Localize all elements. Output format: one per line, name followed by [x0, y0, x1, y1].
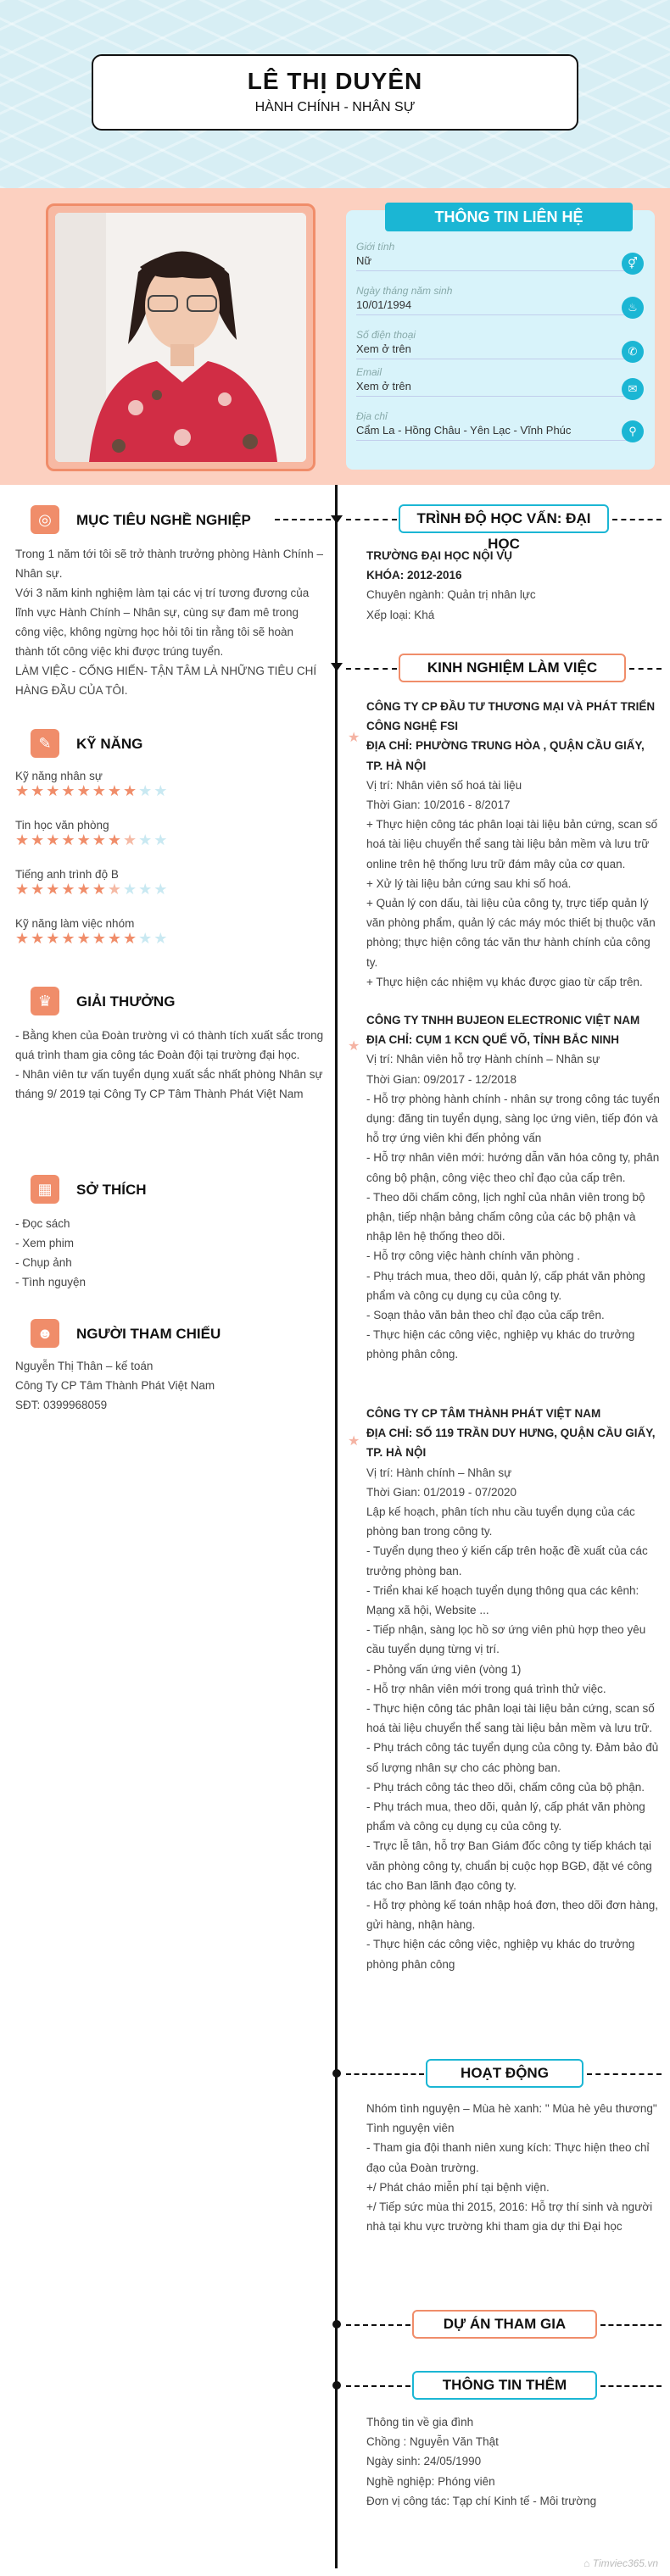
hobbies-icon: ▦: [31, 1175, 59, 1204]
section-title-activities: HOẠT ĐỘNG: [426, 2059, 583, 2088]
star-empty-icon: ★: [122, 881, 139, 898]
divider: [356, 270, 636, 271]
contact-email: [356, 366, 636, 397]
star-filled-icon: ★: [15, 881, 31, 898]
star-filled-icon: ★: [61, 930, 77, 947]
job-line: - Hỗ trợ công việc hành chính văn phòng .: [366, 1249, 581, 1263]
star-empty-icon: ★: [154, 832, 170, 848]
job-line: Lập kế hoạch, phân tích nhu cầu tuyển dụng của các phòng ban trong công ty.: [366, 1505, 635, 1538]
awards-text: [15, 1026, 324, 1104]
additional-text: [366, 2412, 660, 2511]
section-title-additional: THÔNG TIN THÊM: [412, 2371, 597, 2400]
star-filled-icon: ★: [122, 832, 139, 848]
section-title-objective: MỤC TIÊU NGHỀ NGHIỆP: [76, 512, 251, 528]
watermark-text: Timviec365.vn: [592, 2557, 658, 2569]
star-filled-icon: ★: [31, 782, 47, 799]
birthday-cake-icon: ♨: [622, 297, 644, 319]
reference-line: SĐT: 0399968059: [15, 1399, 108, 1411]
job-line: + Thực hiện công tác phân loại tài liệu bản cứng, scan số hoá tài liệu chuyển thể sang tài liệu bản mềm và lưu trữ online trên hệ thống lưu trữ đám mây của cơ quan.: [366, 818, 658, 871]
additional-line: Đơn vị công tác: Tạp chí Kinh tế - Môi trường: [366, 2494, 597, 2507]
section-title-awards: GIẢI THƯỞNG: [76, 993, 176, 1010]
star-filled-icon: ★: [31, 881, 47, 898]
connector-dash: [587, 2073, 662, 2075]
star-filled-icon: ★: [76, 930, 92, 947]
connector-dash: [346, 668, 397, 670]
hobby-line: - Đọc sách: [15, 1217, 70, 1230]
activity-line: +/ Phát cháo miễn phí tại bệnh viện.: [366, 2180, 550, 2194]
timeline-arrow: [331, 515, 343, 524]
job-line: - Hỗ trợ phòng hành chính - nhân sự trong công tác tuyển dụng: đăng tin tuyển dụng, sàng lọc ứng viên, tiếp đón và hỗ trợ ứng viên khi đến phỏng vấn: [366, 1092, 660, 1145]
hobby-line: - Tình nguyện: [15, 1276, 87, 1288]
objective-line: Trong 1 năm tới tôi sẽ trở thành trưởng phòng Hành Chính – Nhân sự.: [15, 548, 324, 580]
contact-phone: [356, 329, 636, 359]
skill-item: [15, 868, 321, 917]
contact-label: Số điện thoại: [356, 329, 416, 341]
job-star-icon: ★: [348, 731, 360, 745]
profile-photo: [55, 213, 306, 462]
award-line: - Nhân viên tư vấn tuyển dụng xuất sắc nhất phòng Nhân sự tháng 9/ 2019 tại Công Ty CP Tâm Thành Phát Việt Nam: [15, 1068, 323, 1100]
star-filled-icon: ★: [15, 832, 31, 848]
job-line: - Phụ trách mua, theo dõi, quản lý, cấp phát văn phòng phẩm và công cụ dụng cụ của công ty.: [366, 1269, 645, 1302]
hobby-line: - Xem phim: [15, 1237, 75, 1249]
reference-line: Công Ty CP Tâm Thành Phát Việt Nam: [15, 1379, 215, 1392]
skill-name: Tin học văn phòng: [15, 819, 109, 832]
star-filled-icon: ★: [76, 832, 92, 848]
star-filled-icon: ★: [61, 832, 77, 848]
connector-dash: [346, 2324, 410, 2326]
contact-address: [356, 410, 636, 441]
job-line: Thời Gian: 01/2019 - 07/2020: [366, 1485, 516, 1499]
job-line: - Thực hiện các công việc, nghiệp vụ khác do trưởng phòng phân công: [366, 1938, 635, 1971]
job-line: - Phụ trách công tác theo dõi, chấm công của bộ phận.: [366, 1780, 645, 1794]
star-empty-icon: ★: [138, 782, 154, 799]
contact-value: Xem ở trên: [356, 380, 411, 392]
full-name: LÊ THỊ DUYÊN: [247, 68, 423, 94]
star-empty-icon: ★: [138, 881, 154, 898]
additional-line: Chồng : Nguyễn Văn Thật: [366, 2435, 499, 2449]
name-box: [92, 54, 578, 131]
job-line: Vị trí: Hành chính – Nhân sự: [366, 1466, 512, 1479]
timeline-dot: [332, 2320, 341, 2328]
divider: [356, 314, 636, 315]
star-filled-icon: ★: [92, 930, 108, 947]
activities-text: [366, 2099, 660, 2236]
star-filled-icon: ★: [15, 930, 31, 947]
objective-text: [15, 544, 324, 700]
additional-line: Thông tin về gia đình: [366, 2416, 474, 2429]
job-line: Thời Gian: 09/2017 - 12/2018: [366, 1072, 516, 1086]
star-filled-icon: ★: [107, 832, 123, 848]
star-empty-icon: ★: [138, 832, 154, 848]
activity-line: Nhóm tình nguyện – Mùa hè xanh: " Mùa hè yêu thương": [366, 2102, 657, 2115]
timeline-line: [335, 485, 338, 2568]
hobbies-text: [15, 1214, 321, 1292]
section-title-skills: KỸ NĂNG: [76, 736, 143, 752]
skill-rating: [15, 832, 321, 849]
education-major: Chuyên ngành: Quản trị nhân lực: [366, 588, 536, 602]
connector-dash: [346, 2073, 424, 2075]
skill-rating: [15, 881, 321, 899]
connector-dash: [346, 2385, 410, 2387]
star-filled-icon: ★: [92, 832, 108, 848]
skill-item: [15, 917, 321, 966]
timeline-dot: [332, 2069, 341, 2078]
job-line: - Tiếp nhận, sàng lọc hồ sơ ứng viên phù hợp theo yêu cầu tuyển dụng từng vị trí.: [366, 1623, 646, 1656]
contact-gender: [356, 241, 636, 271]
star-filled-icon: ★: [61, 881, 77, 898]
reference-line: Nguyễn Thị Thân – kế toán: [15, 1360, 154, 1372]
contact-title: THÔNG TIN LIÊN HỆ: [385, 203, 633, 231]
job-position: HÀNH CHÍNH - NHÂN SỰ: [254, 100, 416, 114]
star-filled-icon: ★: [92, 881, 108, 898]
star-filled-icon: ★: [46, 881, 62, 898]
connector-dash: [275, 519, 331, 520]
job-company: CÔNG TY TNHH BUJEON ELECTRONIC VIỆT NAM: [366, 1014, 640, 1027]
job-star-icon: ★: [348, 1039, 360, 1054]
skill-name: Tiếng anh trình độ B: [15, 868, 119, 881]
connector-dash: [600, 2385, 662, 2387]
job-line: - Soạn thảo văn bản theo chỉ đạo của cấp trên.: [366, 1309, 605, 1322]
star-filled-icon: ★: [122, 782, 139, 799]
section-title-experience: KINH NGHIỆM LÀM VIỆC: [399, 654, 626, 682]
job-star-icon: ★: [348, 1434, 360, 1449]
skills-list: [15, 770, 321, 966]
contact-label: Email: [356, 366, 382, 378]
contact-value: Xem ở trên: [356, 342, 411, 355]
contact-label: Ngày tháng năm sinh: [356, 285, 453, 297]
job-company: CÔNG TY CP ĐẦU TƯ THƯƠNG MẠI VÀ PHÁT TRIỂN CÔNG NGHỆ FSI: [366, 700, 656, 733]
divider: [356, 440, 636, 441]
job-address: ĐỊA CHỈ: PHƯỜNG TRUNG HÒA , QUẬN CẦU GIẤY, TP. HÀ NỘI: [366, 739, 645, 772]
skill-name: Kỹ năng làm việc nhóm: [15, 917, 135, 930]
contact-value: 10/01/1994: [356, 298, 412, 311]
skills-icon: ✎: [31, 729, 59, 758]
connector-dash: [629, 668, 662, 670]
section-title-education: TRÌNH ĐỘ HỌC VẤN: ĐẠI HỌC: [399, 504, 609, 533]
award-line: - Bằng khen của Đoàn trường vì có thành tích xuất sắc trong quá trình tham gia công tác Đoàn đội tại trường đại học.: [15, 1029, 324, 1061]
job-line: - Hỗ trợ phòng kế toán nhập hoá đơn, theo dõi đơn hàng, gửi hàng, nhận hàng.: [366, 1899, 659, 1932]
star-empty-icon: ★: [154, 881, 170, 898]
skill-name: Kỹ năng nhân sự: [15, 770, 103, 782]
star-filled-icon: ★: [15, 782, 31, 799]
star-filled-icon: ★: [76, 881, 92, 898]
job-line: - Theo dõi chấm công, lịch nghỉ của nhân viên trong bộ phận, tiếp nhận bảng chấm công của các bộ phận và nhập lên hệ thống theo dõi.: [366, 1190, 645, 1243]
timeline-arrow: [331, 663, 343, 671]
activity-line: +/ Tiếp sức mùa thi 2015, 2016: Hỗ trợ thí sinh và người nhà tại khu vực trường khi tham gia dự thi Đại học: [366, 2200, 653, 2234]
star-filled-icon: ★: [107, 930, 123, 947]
job-1: [366, 697, 660, 992]
job-line: - Phụ trách công tác tuyển dụng của công ty. Đảm bảo đủ số lượng nhân sự cho các phòng ban.: [366, 1741, 659, 1774]
job-line: - Triển khai kế hoạch tuyển dụng thông qua các kênh: Mạng xã hội, Website ...: [366, 1583, 639, 1617]
job-company: CÔNG TY CP TÂM THÀNH PHÁT VIỆT NAM: [366, 1407, 601, 1420]
star-filled-icon: ★: [46, 782, 62, 799]
email-icon: ✉: [622, 378, 644, 400]
star-filled-icon: ★: [76, 782, 92, 799]
section-title-reference: NGƯỜI THAM CHIẾU: [76, 1326, 221, 1342]
phone-icon: ✆: [622, 341, 644, 363]
location-icon: ⚲: [622, 420, 644, 442]
star-empty-icon: ★: [154, 782, 170, 799]
gender-icon: ⚥: [622, 253, 644, 275]
skill-rating: [15, 782, 321, 800]
connector-dash: [346, 519, 397, 520]
star-empty-icon: ★: [138, 930, 154, 947]
additional-line: Nghề nghiệp: Phóng viên: [366, 2474, 495, 2488]
star-filled-icon: ★: [31, 832, 47, 848]
connector-dash: [612, 519, 662, 520]
activity-line: Tình nguyện viên: [366, 2122, 455, 2135]
skill-item: [15, 770, 321, 819]
school-name: TRƯỜNG ĐẠI HỌC NỘI VỤ: [366, 549, 512, 562]
contact-label: Giới tính: [356, 241, 395, 253]
education-block: [366, 546, 655, 625]
photo-frame: [46, 203, 315, 471]
job-line: - Phỏng vấn ứng viên (vòng 1): [366, 1662, 522, 1676]
section-title-projects: DỰ ÁN THAM GIA: [412, 2310, 597, 2339]
section-title-hobbies: SỞ THÍCH: [76, 1182, 147, 1198]
contact-label: Địa chỉ: [356, 410, 388, 422]
job-line: - Thực hiện công tác phân loại tài liệu bản cứng, scan số hoá tài liệu chuyển thể sang tài liệu bản mềm và lưu trữ.: [366, 1702, 655, 1735]
contact-value: Nữ: [356, 254, 372, 267]
additional-line: Ngày sinh: 24/05/1990: [366, 2455, 482, 2468]
activity-line: - Tham gia đội thanh niên xung kích: Thực hiện theo chỉ đạo của Đoàn trường.: [366, 2141, 650, 2174]
watermark: ⌂ Timviec365.vn: [583, 2557, 658, 2569]
star-filled-icon: ★: [46, 832, 62, 848]
star-filled-icon: ★: [92, 782, 108, 799]
objective-line: LÀM VIỆC - CỐNG HIẾN- TẬN TÂM LÀ NHỮNG TIÊU CHÍ HÀNG ĐẦU CỦA TÔI.: [15, 665, 317, 697]
job-line: - Phụ trách mua, theo dõi, quản lý, cấp phát văn phòng phẩm và công cụ dụng cụ của công ty.: [366, 1800, 645, 1833]
job-address: ĐỊA CHỈ: SỐ 119 TRẦN DUY HƯNG, QUẬN CẦU GIẤY, TP. HÀ NỘI: [366, 1427, 656, 1460]
job-3: [366, 1404, 660, 1974]
star-filled-icon: ★: [61, 782, 77, 799]
education-period: KHÓA: 2012-2016: [366, 569, 462, 582]
job-line: + Thực hiện các nhiệm vụ khác được giao từ cấp trên.: [366, 975, 643, 988]
objective-line: Với 3 năm kinh nghiệm làm tại các vị trí tương đương của lĩnh vực Hành Chính – Nhân sự, cùng sự đam mê trong công việc, không ngừng học hỏi tôi tin rằng tôi sẽ hoàn thành tốt công việc khi được trúng tuyển.: [15, 587, 310, 658]
divider: [356, 396, 636, 397]
job-address: ĐỊA CHỈ: CỤM 1 KCN QUẾ VÕ, TỈNH BẮC NINH: [366, 1033, 620, 1047]
job-line: Vị trí: Nhân viên hỗ trợ Hành chính – Nhân sự: [366, 1053, 600, 1066]
job-line: + Xử lý tài liệu bản cứng sau khi số hoá.: [366, 876, 572, 890]
star-filled-icon: ★: [107, 782, 123, 799]
target-icon: ◎: [31, 505, 59, 534]
trophy-icon: ♛: [31, 987, 59, 1015]
job-line: - Tuyển dụng theo ý kiến cấp trên hoặc đề xuất của các trưởng phòng ban.: [366, 1544, 648, 1577]
hobby-line: - Chụp ảnh: [15, 1256, 72, 1269]
star-filled-icon: ★: [122, 930, 139, 947]
connector-dash: [600, 2324, 662, 2326]
job-line: Thời Gian: 10/2016 - 8/2017: [366, 798, 511, 812]
timeline-dot: [332, 2381, 341, 2390]
job-line: - Hỗ trợ nhân viên mới trong quá trình thử việc.: [366, 1682, 606, 1695]
job-line: - Hỗ trợ nhân viên mới: hướng dẫn văn hóa công ty, phân công bộ phận, công việc theo chỉ đạo của cấp trên.: [366, 1151, 660, 1184]
job-line: Vị trí: Nhân viên số hoá tài liệu: [366, 778, 522, 792]
star-empty-icon: ★: [154, 930, 170, 947]
star-filled-icon: ★: [31, 930, 47, 947]
education-grade: Xếp loại: Khá: [366, 608, 435, 621]
star-filled-icon: ★: [46, 930, 62, 947]
star-filled-icon: ★: [107, 881, 123, 898]
job-line: - Thực hiện các công việc, nghiệp vụ khác do trưởng phòng phân công.: [366, 1328, 635, 1361]
job-2: [366, 1010, 660, 1365]
reference-text: [15, 1356, 321, 1415]
person-icon: ☻: [31, 1319, 59, 1348]
skill-item: [15, 819, 321, 868]
contact-birthday: [356, 285, 636, 315]
job-line: + Quản lý con dấu, tài liệu của công ty, trực tiếp quản lý văn phòng phẩm, quản lý các máy móc thiết bị thuộc văn phòng; thực hiện công tác văn thư hành chính của công ty.: [366, 897, 656, 969]
skill-rating: [15, 930, 321, 948]
job-line: - Trực lễ tân, hỗ trợ Ban Giám đốc công ty tiếp khách tại văn phòng công ty, chuẩn bị cuộc họp BGĐ, đặt vé công tác cho Ban lãnh đạo công ty.: [366, 1839, 652, 1892]
contact-value: Cẩm La - Hồng Châu - Yên Lạc - Vĩnh Phúc: [356, 424, 572, 437]
